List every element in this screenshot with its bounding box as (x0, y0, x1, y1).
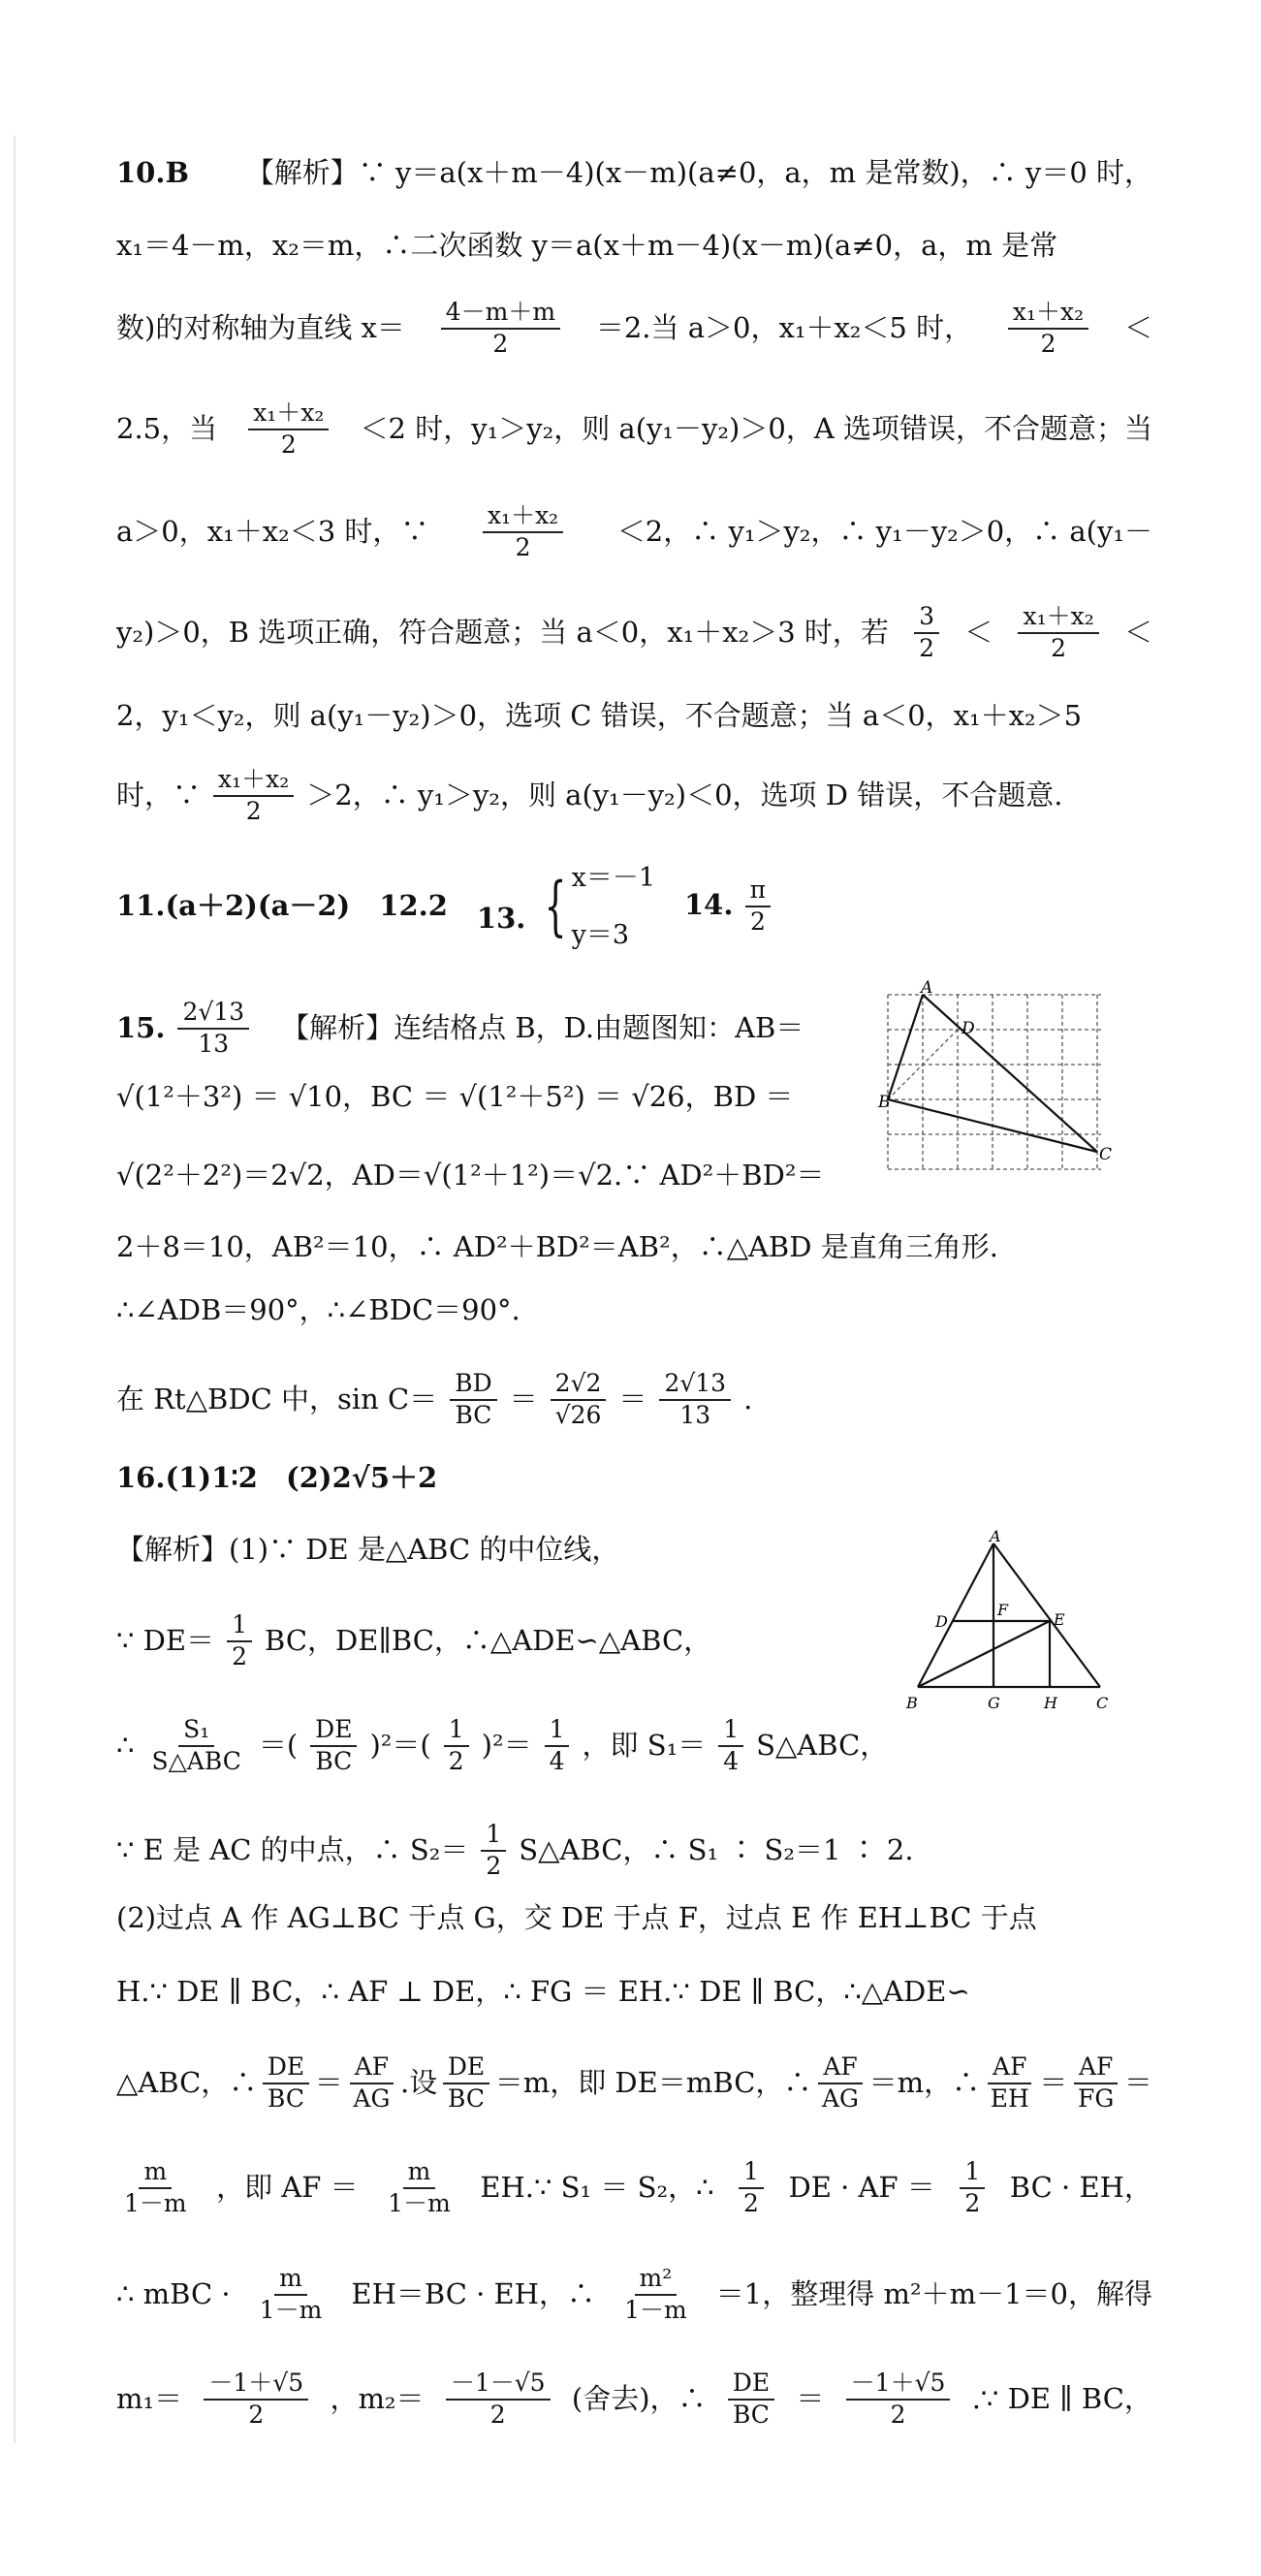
q10-text: 【解析】∵ y＝a(x＋m－4)(x－m)(a≠0，a，m 是常数)，∴ y＝0 时， (245, 156, 1152, 189)
q16-head: 16.(1)1∶2 (2)2√5＋2 (116, 1461, 438, 1494)
q10-line-6: y₂)＞0，B 选项正确，符合题意；当 a＜0，x₁＋x₂＞3 时，若 $\frac{3}{2}$ ＜ $\frac{\text{x₁＋x₂}}{2}$ ＜ (116, 602, 1152, 662)
fraction: $\frac{\text{x₁＋x₂}}{2}$ (1018, 603, 1098, 663)
left-margin-rule (14, 136, 16, 2443)
q10-line-8: 时，∵ $\frac{\text{x₁＋x₂}}{2}$ ＞2，∴ y₁＞y₂，则 a(y₁－y₂)＜0，选项 D 错误，不合题意. (116, 765, 1063, 825)
q15-line-2: √(1²＋3²) ＝ √10，BC ＝ √(1²＋5²) ＝ √26，BD ＝ (116, 1080, 794, 1113)
q10-number: 10.B (116, 156, 189, 189)
q16-line-9: ∴ mBC · $\frac{m}{1-m}$ EH＝BC · EH，∴ $\frac{\text{m²}}{1-m}$ ＝1，整理得 m²＋m－1＝0，解得 (116, 2264, 1152, 2324)
label-a: A (921, 978, 933, 998)
q16-line-8: $\frac{m}{1-m}$ ，即 AF ＝ $\frac{m}{1-m}$ EH.∵ S₁ ＝ S₂，∴ $\frac{1}{2}$ DE · AF ＝ $\frac{1}{2}$ BC · EH， (124, 2157, 1152, 2217)
q16-triangle-figure (897, 1527, 1129, 1726)
q16-line-4: ∵ E 是 AC 的中点，∴ S₂＝ $\frac{1}{2}$ S△ABC，∴ S₁ ∶ S₂＝1 ∶ 2. (116, 1820, 914, 1880)
q12-answer: 12.2 (379, 889, 448, 923)
q15-line-5: ∴∠ADB＝90°，∴∠BDC＝90°. (116, 1293, 520, 1326)
equation-system: { x＝－1 y＝3 (544, 863, 655, 951)
q16-line-1: 【解析】(1)∵ DE 是△ABC 的中位线， (116, 1533, 620, 1566)
q10-line-2: x₁＝4－m，x₂＝m，∴二次函数 y＝a(x＋m－4)(x－m)(a≠0，a，m 是常 (116, 229, 1058, 262)
q15-answer-fraction: $\frac{2√13}{13}$ (177, 999, 249, 1059)
q10-line-7: 2，y₁＜y₂，则 a(y₁－y₂)＞0，选项 C 错误，不合题意；当 a＜0，x₁＋x₂＞5 (116, 699, 1083, 732)
q10-line-3: 数)的对称轴为直线 x＝ $\frac{4-m+m}{2}$ ＝2.当 a＞0，x₁＋x₂＜5 时， $\frac{\text{x₁＋x₂}}{2}$ ＜ (116, 298, 1152, 358)
label-g: G (988, 1694, 1000, 1712)
grid-lines (888, 995, 1101, 1169)
q11-answer: 11.(a＋2)(a－2) (116, 889, 351, 923)
label-f: F (997, 1601, 1009, 1619)
label-b: B (878, 1093, 891, 1112)
label-h: H (1044, 1694, 1057, 1712)
q16-line-5: (2)过点 A 作 AG⊥BC 于点 G，交 DE 于点 F，过点 E 作 EH⊥BC 于点 (116, 1901, 1037, 1934)
q14-answer: 14. $\frac{\pi}{2}$ (684, 876, 773, 937)
label-a: A (990, 1527, 1001, 1545)
q11-14-line (116, 863, 1152, 950)
fraction: $\frac{4-m+m}{2}$ (441, 299, 560, 359)
q16-line-6: H.∵ DE ∥ BC，∴ AF ⊥ DE，∴ FG ＝ EH.∵ DE ∥ BC，∴△ADE∽ (116, 1975, 970, 2008)
label-c: C (1096, 1694, 1109, 1712)
q16-line-3: ∴ $\frac{\text{S₁}}{\text{S△ABC}}$ ＝( $\frac{DE}{BC}$ )²＝( $\frac{1}{2}$ )²＝ $\frac{1}{4}$ ，即 S₁＝ $\frac{1}{4}$ S△ABC， (116, 1715, 889, 1775)
q15-grid-figure (878, 978, 1115, 1173)
fraction: $\frac{\text{x₁＋x₂}}{2}$ (483, 502, 563, 562)
label-c: C (1099, 1145, 1113, 1164)
label-d: D (962, 1019, 975, 1038)
fraction: $\frac{3}{2}$ (914, 603, 939, 663)
q10-line-5: a＞0，x₁＋x₂＜3 时，∵ $\frac{\text{x₁＋x₂}}{2}$ ＜2，∴ y₁＞y₂，∴ y₁－y₂＞0，∴ a(y₁－ (116, 501, 1152, 561)
q13-answer: 13. { x＝－1 y＝3 (476, 863, 655, 951)
q16-line-10: m₁＝ $\frac{-1+√5}{2}$ ，m₂＝ $\frac{-1-√5}{2}$ (舍去)，∴ $\frac{DE}{BC}$ ＝ $\frac{-1+√5}{2}$ .∵ DE ∥ BC， (116, 2369, 1152, 2429)
q10-line-4: 2.5，当 $\frac{\text{x₁＋x₂}}{2}$ ＜2 时，y₁＞y₂，则 a(y₁－y₂)＞0，A 选项错误，不合题意；当 (116, 398, 1152, 459)
fraction: $\frac{\text{x₁＋x₂}}{2}$ (1008, 299, 1088, 359)
q15-line-6: 在 Rt△BDC 中，sin C＝ $\frac{BD}{BC}$ ＝ $\frac{2√2}{√26}$ ＝ $\frac{2√13}{13}$ . (116, 1369, 753, 1429)
label-b: B (906, 1694, 918, 1712)
q16-line-2: ∵ DE＝ $\frac{1}{2}$ BC，DE∥BC，∴△ADE∽△ABC， (116, 1610, 712, 1670)
label-e: E (1054, 1610, 1065, 1629)
label-d: D (935, 1612, 948, 1631)
q10-line-1 (116, 157, 1152, 189)
q16-line-7: △ABC，∴ $\frac{DE}{BC}$ ＝ $\frac{AF}{AG}$ .设 $\frac{DE}{BC}$ ＝m，即 DE＝mBC，∴ $\frac{AF}{AG}$ ＝m，∴ $\frac{AF}{EH}$ ＝ $\frac{AF}{FG}$ ＝ (116, 2052, 1152, 2113)
q15-line-1: 15. $\frac{2√13}{13}$ 【解析】连结格点 B，D.由题图知：AB＝ (116, 998, 804, 1058)
q15-line-4: 2＋8＝10，AB²＝10，∴ AD²＋BD²＝AB²，∴△ABD 是直角三角形. (116, 1230, 998, 1263)
fraction: $\frac{\text{x₁＋x₂}}{2}$ (248, 399, 329, 460)
q15-line-3: √(2²＋2²)＝2√2，AD＝√(1²＋1²)＝√2.∵ AD²＋BD²＝ (116, 1159, 825, 1192)
fraction: $\frac{\text{x₁＋x₂}}{2}$ (213, 766, 294, 826)
